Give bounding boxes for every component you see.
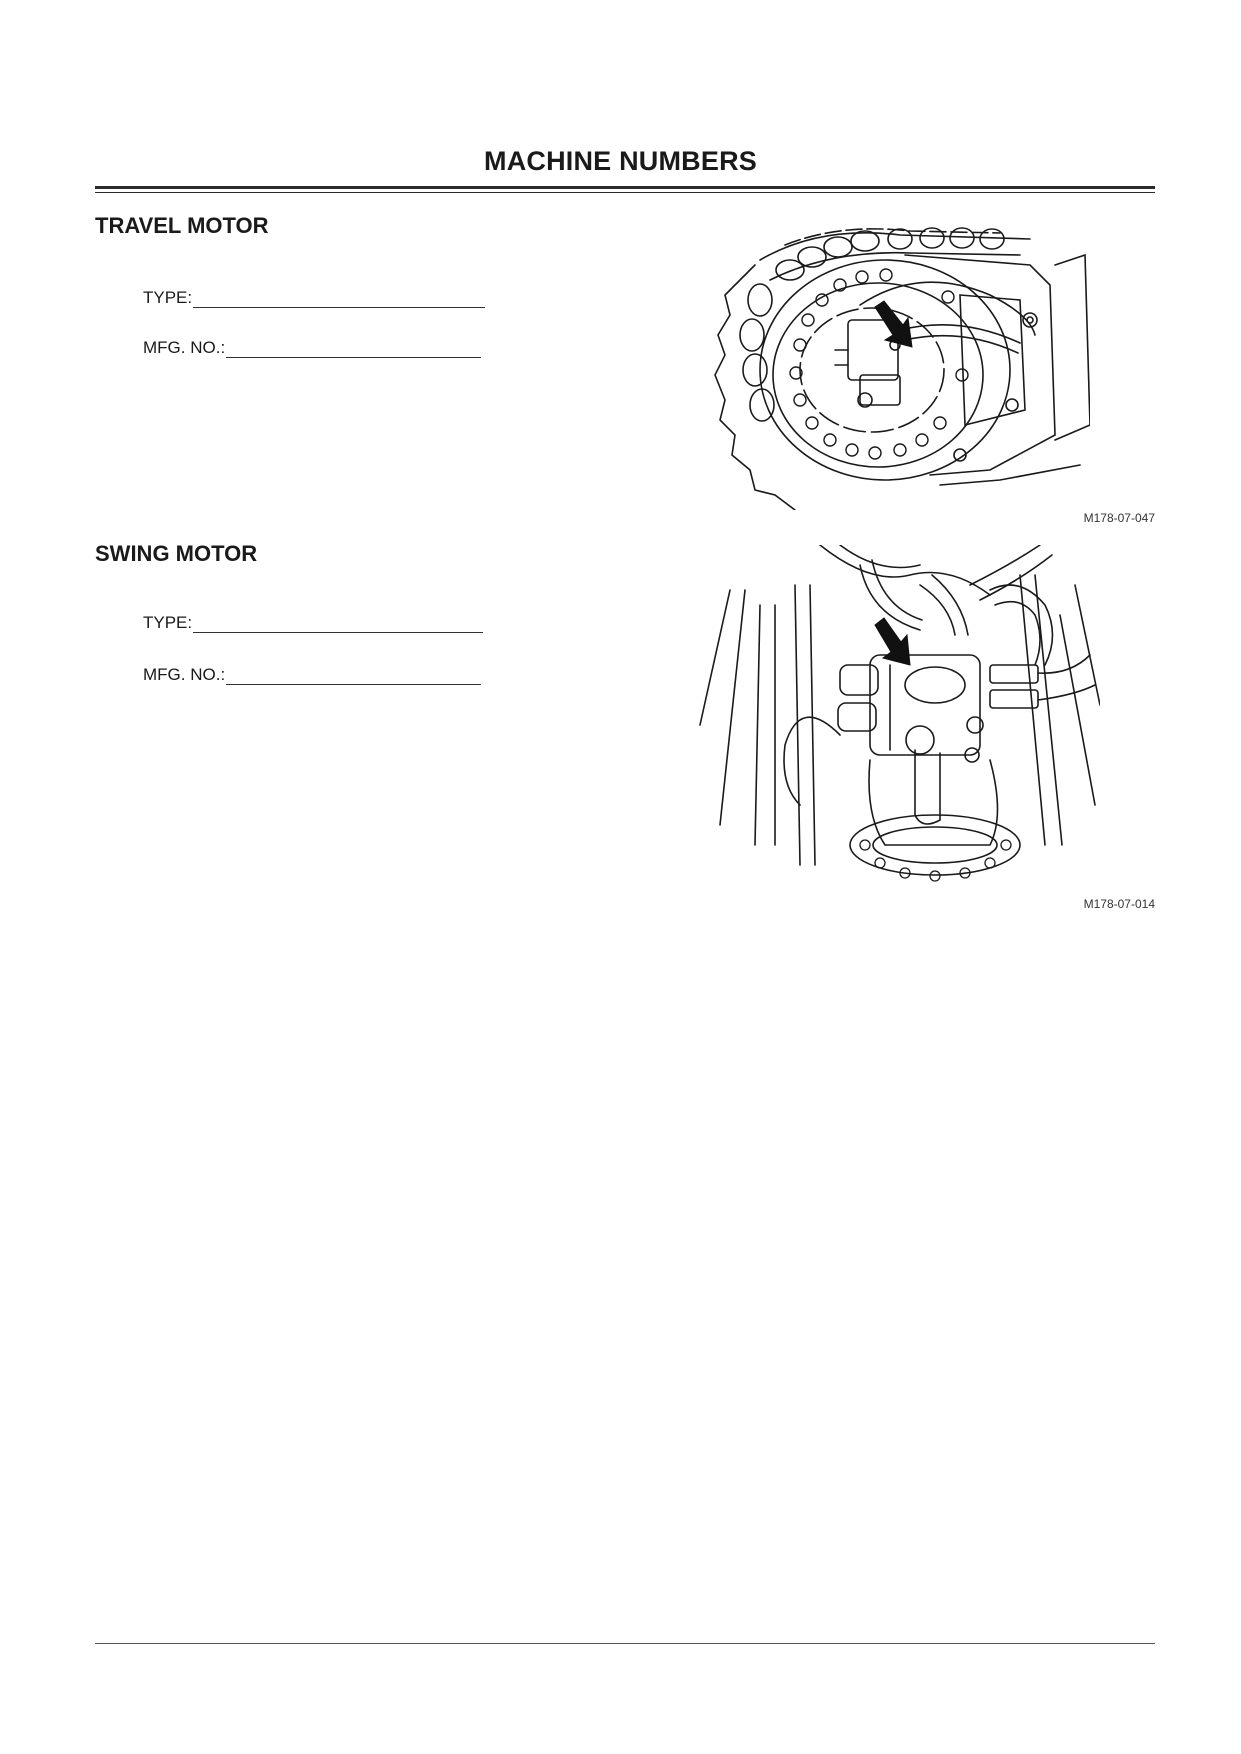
travel-type-field[interactable] — [143, 288, 485, 308]
blank-line — [226, 339, 481, 358]
page-title: MACHINE NUMBERS — [484, 146, 757, 176]
footer-rule — [95, 1643, 1155, 1644]
figure-code-swing: M178-07-014 — [1083, 897, 1155, 911]
title-rule-thick — [95, 186, 1155, 189]
figure-code-travel: M178-07-047 — [1083, 511, 1155, 525]
swing-motor-illustration — [690, 545, 1100, 890]
field-label: MFG. NO.: — [143, 338, 226, 357]
travel-mfg-no-field[interactable] — [143, 338, 481, 358]
blank-line — [193, 614, 483, 633]
field-label: TYPE: — [143, 613, 193, 632]
travel-motor-figure — [700, 225, 1090, 510]
blank-line — [193, 289, 485, 308]
swing-mfg-no-field[interactable] — [143, 665, 481, 685]
section-heading-swing-motor: SWING MOTOR — [95, 541, 258, 566]
blank-line — [226, 666, 481, 685]
field-label: TYPE: — [143, 288, 193, 307]
section-heading-travel-motor: TRAVEL MOTOR — [95, 213, 269, 238]
title-rule-thin — [95, 192, 1155, 193]
field-label: MFG. NO.: — [143, 665, 226, 684]
swing-type-field[interactable] — [143, 613, 483, 633]
travel-motor-illustration — [700, 225, 1090, 510]
swing-motor-figure — [690, 545, 1100, 890]
